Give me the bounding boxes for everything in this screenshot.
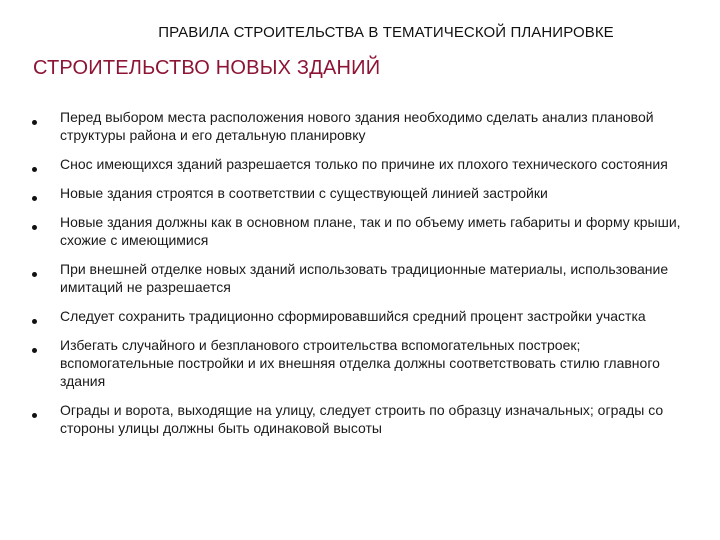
bullet-item	[22, 260, 692, 296]
bullet-dot-icon	[32, 319, 37, 324]
slide-title: СТРОИТЕЛЬСТВО НОВЫХ ЗДАНИЙ	[33, 57, 381, 79]
bullet-text: Следует сохранить традиционно сформировавшийся средний процент застройки участка	[60, 308, 646, 324]
bullet-dot-icon	[32, 120, 37, 125]
bullet-dot-icon	[32, 272, 37, 277]
bullet-item	[22, 184, 692, 202]
bullet-item	[22, 108, 692, 144]
bullet-dot-icon	[32, 225, 37, 230]
bullet-dot-icon	[32, 167, 37, 172]
bullet-text: Избегать случайного и безпланового строительства вспомогательных построек; вспомогательные постройки и их внешняя отделка должны соответствовать стилю главного здания	[60, 337, 660, 389]
bullet-dot-icon	[32, 348, 37, 353]
bullet-item	[22, 213, 692, 249]
bullet-dot-icon	[32, 196, 37, 201]
bullet-text: Снос имеющихся зданий разрешается только по причине их плохого технического состояния	[60, 156, 668, 172]
slide-header: ПРАВИЛА СТРОИТЕЛЬСТВА В ТЕМАТИЧЕСКОЙ ПЛАНИРОВКЕ	[158, 24, 614, 41]
bullet-item	[22, 307, 692, 325]
bullet-text: Новые здания строятся в соответствии с существующей линией застройки	[60, 185, 548, 201]
bullet-text: Перед выбором места расположения нового здания необходимо сделать анализ плановой структуры района и его детальную планировку	[60, 109, 654, 143]
bullet-item	[22, 155, 692, 173]
bullet-text: Новые здания должны как в основном плане, так и по объему иметь габариты и форму крыши, схожие с имеющимися	[60, 214, 681, 248]
bullet-item	[22, 401, 692, 437]
bullet-item	[22, 336, 692, 390]
bullet-dot-icon	[32, 413, 37, 418]
bullet-text: Ограды и ворота, выходящие на улицу, следует строить по образцу изначальных; ограды со стороны улицы должны быть одинаковой высоты	[60, 402, 664, 436]
bullet-list	[22, 108, 692, 437]
bullet-text: При внешней отделке новых зданий использовать традиционные материалы, использование имитаций не разрешается	[60, 261, 669, 295]
